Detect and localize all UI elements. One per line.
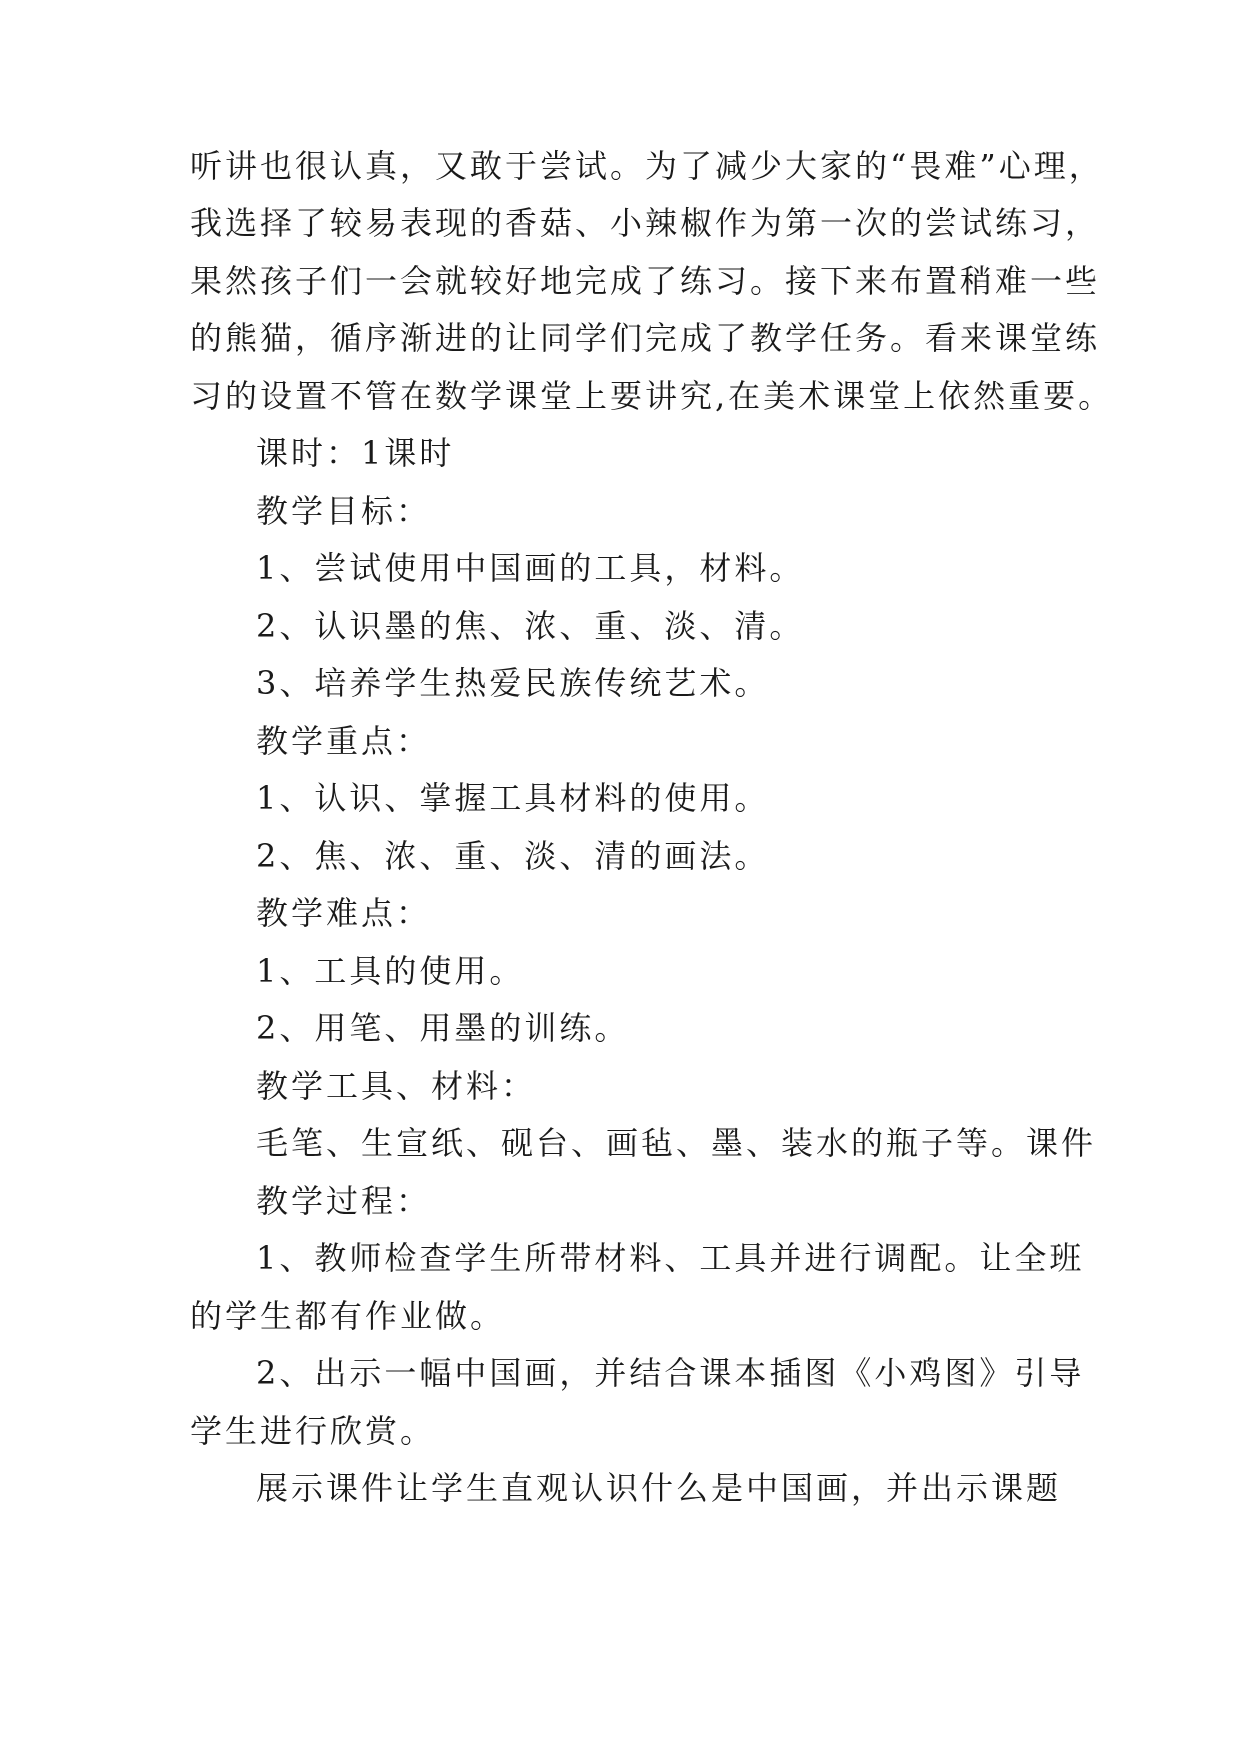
text-line: 听讲也很认真，又敢于尝试。为了减少大家的“畏难”心理， <box>190 147 1104 185</box>
lesson-duration: 课时：1课时 <box>256 434 455 472</box>
text-line: 的熊猫，循序渐进的让同学们完成了教学任务。看来课堂练 <box>190 319 1101 357</box>
text-line: 果然孩子们一会就较好地完成了练习。接下来布置稍难一些 <box>190 262 1101 300</box>
goal-item: 1、尝试使用中国画的工具，材料。 <box>256 549 805 587</box>
process-item-continued: 学生进行欣赏。 <box>190 1412 436 1450</box>
goal-item: 2、认识墨的焦、浓、重、淡、清。 <box>256 607 805 645</box>
section-heading-key-points: 教学重点： <box>256 722 432 760</box>
process-item-continued: 的学生都有作业做。 <box>190 1297 506 1335</box>
text-line: 我选择了较易表现的香菇、小辣椒作为第一次的尝试练习， <box>190 204 1101 242</box>
section-heading-goals: 教学目标： <box>256 492 432 530</box>
materials-text: 毛笔、生宣纸、砚台、画毡、墨、装水的瓶子等。课件 <box>256 1124 1097 1162</box>
key-point-item: 2、焦、浓、重、淡、清的画法。 <box>256 837 770 875</box>
goal-item: 3、培养学生热爱民族传统艺术。 <box>256 664 770 702</box>
section-heading-process: 教学过程： <box>256 1182 432 1220</box>
section-heading-materials: 教学工具、材料： <box>256 1067 537 1105</box>
process-item: 2、出示一幅中国画，并结合课本插图《小鸡图》引导 <box>256 1354 1085 1392</box>
difficulty-item: 1、工具的使用。 <box>256 952 525 990</box>
difficulty-item: 2、用笔、用墨的训练。 <box>256 1009 630 1047</box>
section-heading-difficulties: 教学难点： <box>256 894 432 932</box>
process-item: 1、教师检查学生所带材料、工具并进行调配。让全班 <box>256 1239 1085 1277</box>
text-line: 习的设置不管在数学课堂上要讲究,在美术课堂上依然重要。 <box>190 377 1114 415</box>
key-point-item: 1、认识、掌握工具材料的使用。 <box>256 779 770 817</box>
paragraph-text: 展示课件让学生直观认识什么是中国画，并出示课题 <box>256 1469 1062 1507</box>
